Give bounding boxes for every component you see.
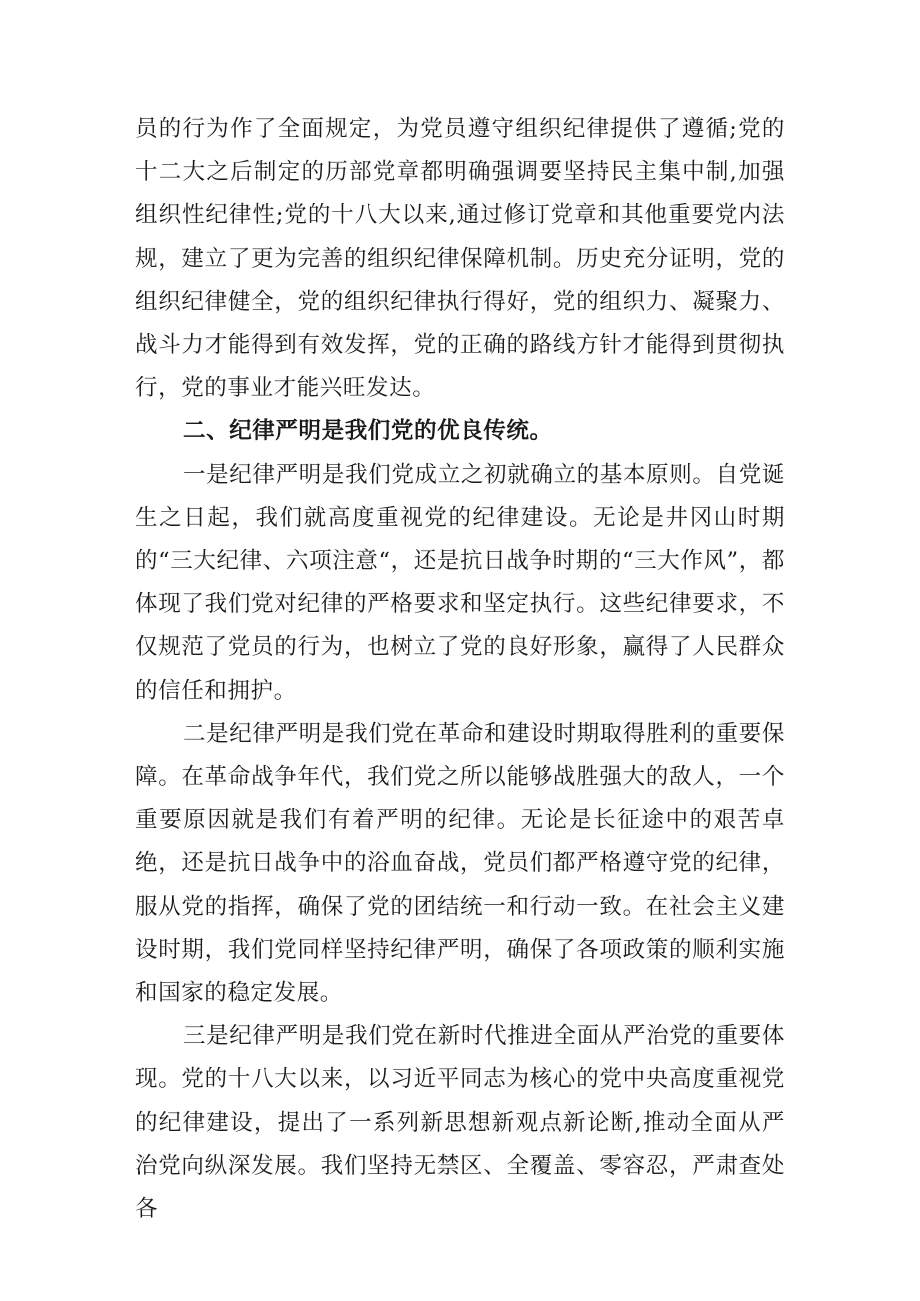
paragraph-point-three: 三是纪律严明是我们党在新时代推进全面从严治党的重要体现。党的十八大以来，以习近平同志为核心的党中央高度重视党的纪律建设，提出了一系列新思想新观点新论断,推动全面从严治党向纵深发展。我们坚持无禁区、全覆盖、零容忍，严肃查处各 (135, 1023, 785, 1223)
paragraph-point-one: 一是纪律严明是我们党成立之初就确立的基本原则。自党诞生之日起，我们就高度重视党的纪律建设。无论是井冈山时期的“三大纪律、六项注意“，还是抗日战争时期的“三大作风”，都体现了我们党对纪律的严格要求和坚定执行。这些纪律要求，不仅规范了党员的行为，也树立了党的良好形象，赢得了人民群众的信任和拥护。 (135, 461, 785, 704)
continuation-paragraph: 员的行为作了全面规定，为党员遵守组织纪律提供了遵循;党的十二大之后制定的历部党章都明确强调要坚持民主集中制,加强组织性纪律性;党的十八大以来,通过修订党章和其他重要党内法规，建立了更为完善的组织纪律保障机制。历史充分证明，党的组织纪律健全，党的组织纪律执行得好，党的组织力、凝聚力、战斗力才能得到有效发挥，党的正确的路线方针才能得到贯彻执行，党的事业才能兴旺发达。 (135, 116, 785, 402)
section-heading: 二、纪律严明是我们党的优良传统。 (183, 418, 553, 445)
paragraph-point-two: 二是纪律严明是我们党在革命和建设时期取得胜利的重要保障。在革命战争年代，我们党之所以能够战胜强大的敌人，一个重要原因就是我们有着严明的纪律。无论是长征途中的艰苦卓绝，还是抗日战争中的浴血奋战，党员们都严格遵守党的纪律，服从党的指挥，确保了党的团结统一和行动一致。在社会主义建设时期，我们党同样坚持纪律严明，确保了各项政策的顺利实施和国家的稳定发展。 (135, 720, 785, 1007)
document-body (135, 108, 785, 1231)
